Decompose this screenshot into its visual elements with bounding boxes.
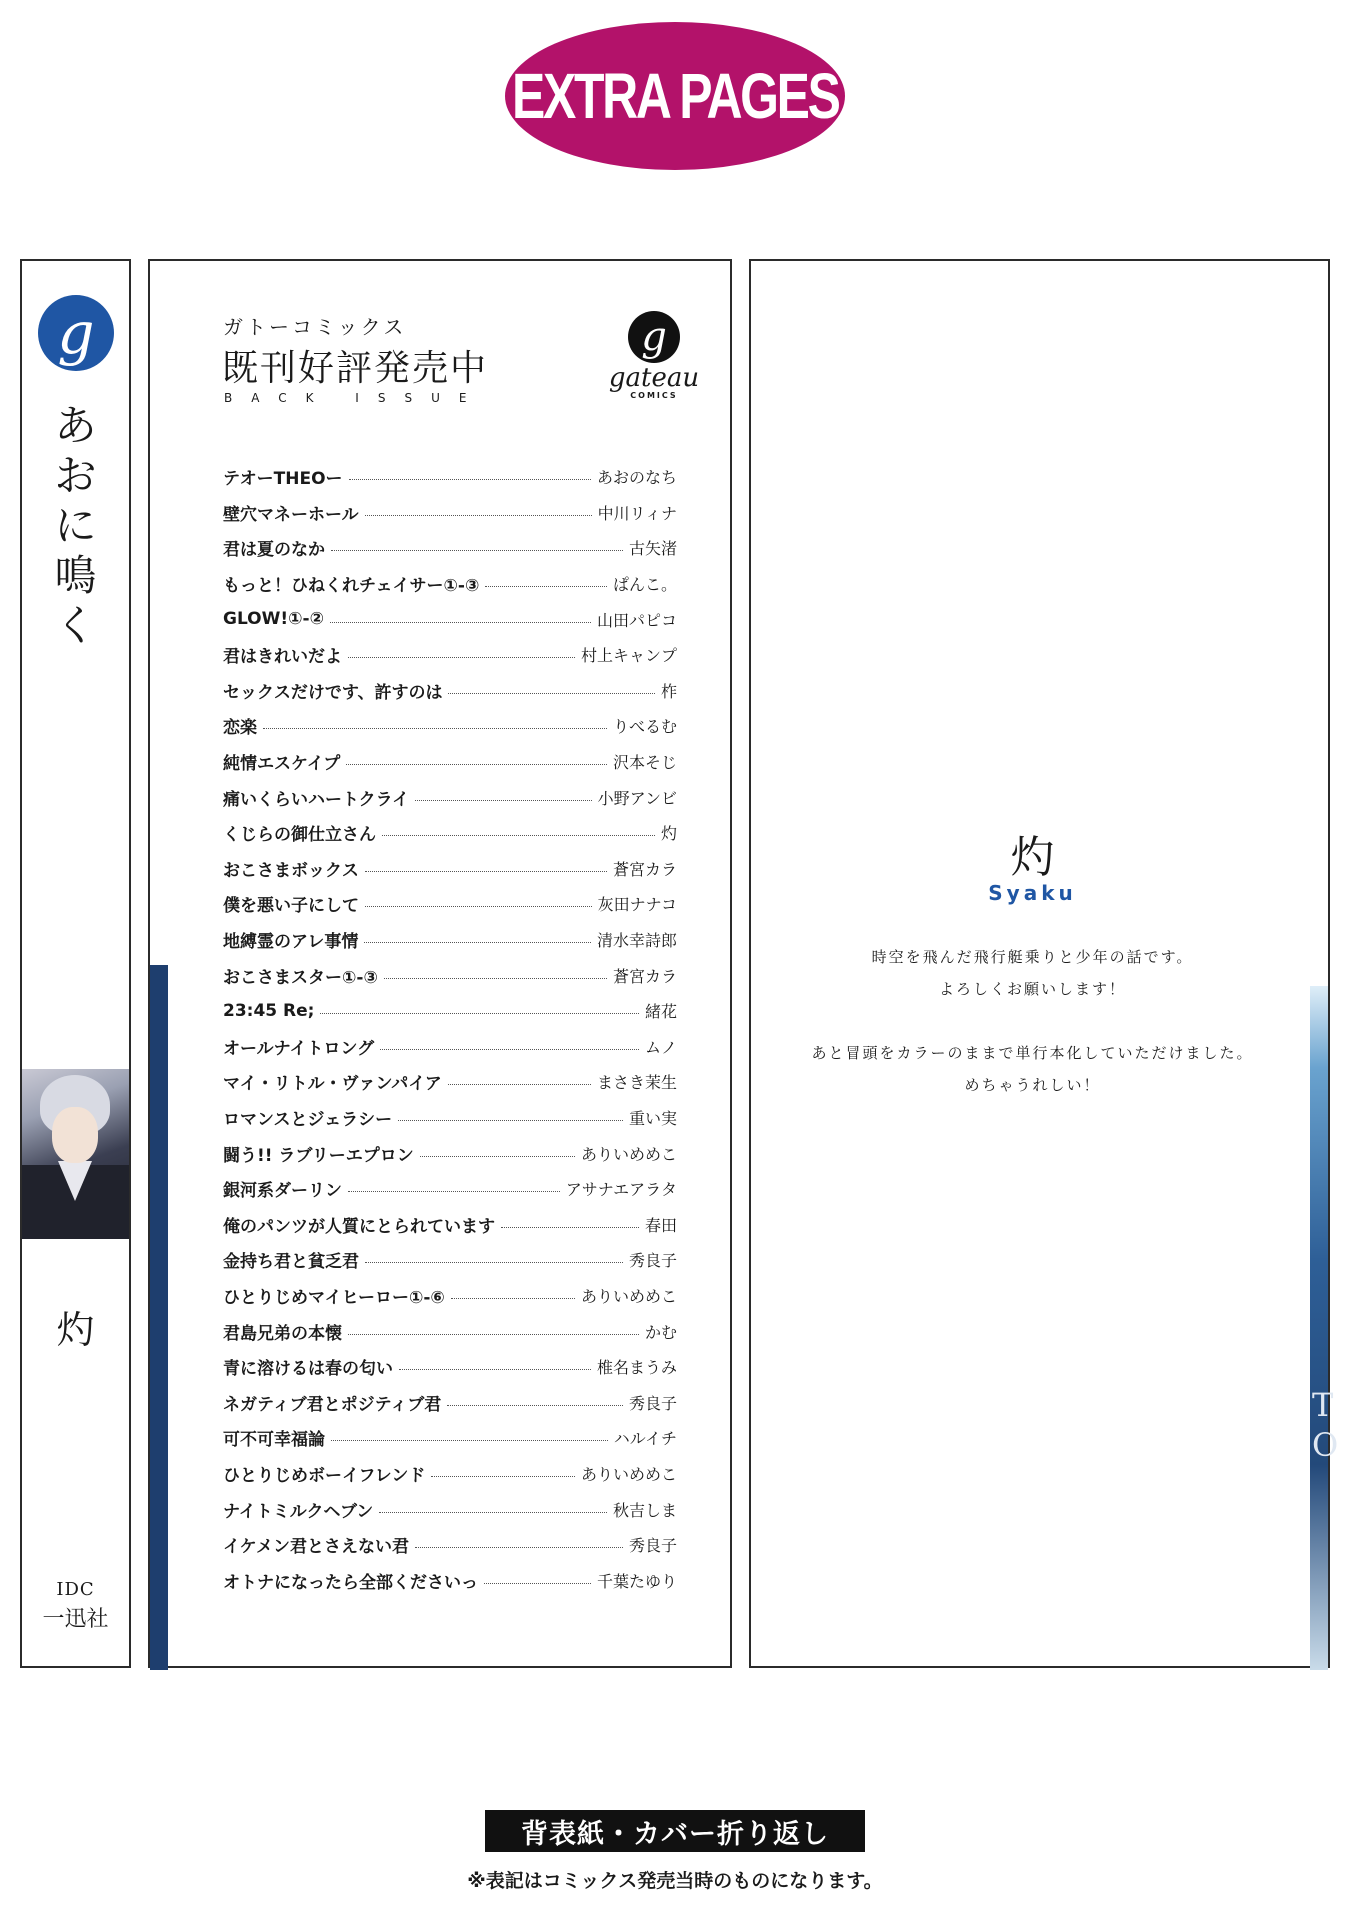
spine-author: 灼 xyxy=(56,1308,95,1352)
section-caption: 背表紙・カバー折り返し xyxy=(485,1810,865,1852)
book-spine xyxy=(20,259,131,1668)
issue-author: 千葉たゆり xyxy=(596,1571,677,1591)
issue-author: 秀良子 xyxy=(628,1393,677,1413)
issue-title: 金持ち君と貧乏君 xyxy=(223,1252,359,1273)
dot-leader xyxy=(485,586,607,587)
issue-title: 俺のパンツが人質にとられています xyxy=(223,1216,495,1237)
issue-title: もっと！ひねくれチェイサー①-③ xyxy=(223,576,480,597)
issue-author: ムノ xyxy=(644,1037,677,1057)
author-flap xyxy=(749,259,1339,1668)
issue-author: 灰田ナナコ xyxy=(597,895,677,915)
list-item xyxy=(223,1171,677,1207)
back-issue-panel xyxy=(148,259,732,1668)
list-item xyxy=(223,1456,677,1492)
spine-title xyxy=(22,401,129,651)
list-item xyxy=(223,601,677,637)
list-item xyxy=(223,1100,677,1136)
issue-title: 君は夏のなか xyxy=(223,540,325,561)
issue-author: 清水幸詩郎 xyxy=(596,931,677,951)
dot-leader xyxy=(380,1049,639,1050)
issue-title: イケメン君とさえない君 xyxy=(223,1537,409,1558)
list-item xyxy=(223,1349,677,1385)
list-item xyxy=(223,530,677,566)
issue-title: 痛いくらいハートクライ xyxy=(223,789,410,810)
dot-leader xyxy=(420,1156,575,1157)
list-item xyxy=(223,495,677,531)
issue-author: 古矢渚 xyxy=(628,539,677,559)
dot-leader xyxy=(398,1120,623,1121)
issue-author: 灼 xyxy=(660,824,677,844)
list-item xyxy=(223,708,677,744)
issue-title: ナイトミルクヘブン xyxy=(223,1501,374,1522)
issue-title: 可不可幸福論 xyxy=(223,1430,325,1451)
issue-author: ありいめめこ xyxy=(580,1286,677,1306)
list-item xyxy=(223,957,677,993)
badge-label: EXTRA PAGES xyxy=(511,60,839,132)
dot-leader xyxy=(348,657,575,658)
back-issue-list xyxy=(223,459,677,1598)
list-item xyxy=(223,673,677,709)
dot-leader xyxy=(379,1512,607,1513)
issue-author: 山田パピコ xyxy=(596,610,677,630)
gateau-comics-logo xyxy=(604,311,704,400)
list-item xyxy=(223,1206,677,1242)
list-item xyxy=(223,566,677,602)
spine-publisher xyxy=(22,1579,129,1633)
issue-title: ロマンスとジェラシー xyxy=(223,1109,393,1130)
dot-leader xyxy=(331,550,623,551)
issue-author: かむ xyxy=(644,1322,677,1342)
issue-author: 柞 xyxy=(660,681,677,701)
dot-leader xyxy=(365,1262,623,1263)
dot-leader xyxy=(451,1298,575,1299)
list-item xyxy=(223,1064,677,1100)
back-issue-title: 既刊好評発売中 xyxy=(222,348,489,389)
issue-title: セックスだけです、許すのは xyxy=(223,682,443,703)
issue-title: 君はきれいだよ xyxy=(223,647,342,668)
issue-title: 23:45 Re; xyxy=(223,1000,315,1021)
dot-leader xyxy=(415,1547,623,1548)
dot-leader xyxy=(484,1583,591,1584)
dot-leader xyxy=(349,479,591,480)
list-item xyxy=(223,1527,677,1563)
issue-title: おこさまボックス xyxy=(223,860,359,881)
edge-glyph: O xyxy=(1312,1426,1339,1464)
list-item xyxy=(223,886,677,922)
list-item xyxy=(223,1278,677,1314)
issue-title: ひとりじめマイヒーロー①-⑥ xyxy=(223,1287,445,1308)
dot-leader xyxy=(365,906,592,907)
label-line: ガトーコミックス xyxy=(223,315,407,339)
issue-title: 君島兄弟の本懐 xyxy=(223,1323,342,1344)
dot-leader xyxy=(263,728,607,729)
list-item xyxy=(223,637,677,673)
issue-author: ありいめめこ xyxy=(580,1464,677,1484)
publisher-name: 一迅社 xyxy=(42,1607,109,1632)
dot-leader xyxy=(320,1013,639,1014)
dot-leader xyxy=(448,693,655,694)
issue-author: あおのなち xyxy=(596,468,677,488)
issue-title: ネガティブ君とポジティブ君 xyxy=(223,1394,442,1415)
dot-leader xyxy=(365,871,607,872)
dot-leader xyxy=(330,622,591,623)
issue-title: 僕を悪い子にして xyxy=(223,896,359,917)
issue-title: オトナになったら全部くださいっ xyxy=(223,1572,478,1593)
spine-character-illustration xyxy=(22,1069,129,1239)
dot-leader xyxy=(501,1227,639,1228)
dot-leader xyxy=(399,1369,591,1370)
issue-author: 蒼宮カラ xyxy=(612,966,677,986)
issue-title: くじらの御仕立さん xyxy=(223,825,376,846)
issue-author: 中川リィナ xyxy=(597,503,677,523)
dot-leader xyxy=(365,515,592,516)
message-line: めちゃうれしい！ xyxy=(964,1076,1101,1094)
message-line: よろしくお願いします！ xyxy=(938,980,1126,998)
issue-title: オールナイトロング xyxy=(223,1038,375,1059)
author-name-roman: Syaku xyxy=(988,881,1077,905)
list-item xyxy=(223,1135,677,1171)
issue-author: 秀良子 xyxy=(628,1536,677,1556)
message-spacer xyxy=(751,1005,1314,1037)
issue-author: 春田 xyxy=(644,1215,677,1235)
dot-leader xyxy=(364,942,591,943)
dot-leader xyxy=(348,1334,639,1335)
author-message xyxy=(751,941,1314,1101)
extra-pages-badge xyxy=(505,22,845,170)
list-item xyxy=(223,993,677,1029)
message-line: 時空を飛んだ飛行艇乗りと少年の話です。 xyxy=(871,948,1194,966)
list-item xyxy=(223,1242,677,1278)
issue-author: 秀良子 xyxy=(628,1251,677,1271)
list-item xyxy=(223,1420,677,1456)
issue-author: 重い実 xyxy=(628,1108,677,1128)
issue-title: マイ・リトル・ヴァンパイア xyxy=(223,1074,442,1095)
issue-title: 地縛霊のアレ事情 xyxy=(223,932,359,953)
issue-author: 蒼宮カラ xyxy=(612,859,677,879)
dot-leader xyxy=(382,835,655,836)
issue-author: ぱんこ。 xyxy=(612,575,677,595)
spine-title-char: 鳴 xyxy=(54,551,97,600)
list-item xyxy=(223,815,677,851)
list-item xyxy=(223,1029,677,1065)
publisher-en: IDC xyxy=(56,1579,95,1600)
issue-author: 小野アンビ xyxy=(597,788,677,808)
list-item xyxy=(223,1384,677,1420)
cover-edge-strip xyxy=(150,965,168,1670)
dot-leader xyxy=(415,800,591,801)
footnote: ※表記はコミックス発売当時のものになります。 xyxy=(467,1870,883,1892)
spine-title-char: に xyxy=(54,501,97,550)
list-item xyxy=(223,779,677,815)
issue-author: 椎名まうみ xyxy=(596,1358,677,1378)
back-issue-en: BACK ISSUE xyxy=(224,391,486,405)
list-item xyxy=(223,459,677,495)
dot-leader xyxy=(448,1084,591,1085)
list-item xyxy=(223,922,677,958)
gateau-logo-icon: g xyxy=(38,295,114,371)
list-item xyxy=(223,1491,677,1527)
issue-title: ひとりじめボーイフレンド xyxy=(223,1465,426,1486)
issue-author: 村上キャンプ xyxy=(580,646,677,666)
issue-author: アサナエアラタ xyxy=(565,1180,677,1200)
issue-title: テオーTHEOー xyxy=(223,469,343,490)
list-item xyxy=(223,851,677,887)
issue-title: GLOW!①-② xyxy=(223,609,324,630)
issue-author: 秋吉しま xyxy=(612,1500,677,1520)
spine-title-char: く xyxy=(54,601,97,650)
spine-title-char: お xyxy=(54,451,97,500)
issue-title: 銀河系ダーリン xyxy=(223,1181,342,1202)
message-line: あと冒頭をカラーのままで単行本化していただけました。 xyxy=(811,1044,1254,1062)
issue-author: まさき茉生 xyxy=(596,1073,677,1093)
dot-leader xyxy=(348,1191,560,1192)
issue-author: りべるむ xyxy=(612,717,677,737)
issue-title: おこさまスター①-③ xyxy=(223,967,378,988)
list-item xyxy=(223,1313,677,1349)
logo-sub: COMICS xyxy=(630,391,678,400)
dot-leader xyxy=(384,978,607,979)
issue-author: ありいめめこ xyxy=(580,1144,677,1164)
issue-title: 闘う!! ラブリーエプロン xyxy=(223,1145,414,1166)
edge-glyph: T xyxy=(1312,1386,1334,1424)
list-item xyxy=(223,1562,677,1598)
logo-word: gateau xyxy=(608,363,700,393)
issue-title: 青に溶けるは春の匂い xyxy=(223,1359,393,1380)
dot-leader xyxy=(346,764,607,765)
issue-author: 緒花 xyxy=(644,1002,677,1022)
dot-leader xyxy=(331,1440,608,1441)
gateau-g-icon: g xyxy=(628,311,680,363)
spine-title-char: あ xyxy=(54,401,97,450)
dot-leader xyxy=(447,1405,623,1406)
issue-author: 沢本そじ xyxy=(612,753,677,773)
dot-leader xyxy=(431,1476,575,1477)
issue-title: 恋楽 xyxy=(223,718,257,739)
issue-title: 壁穴マネーホール xyxy=(223,504,359,525)
author-name: 灼 xyxy=(1010,832,1055,883)
issue-title: 純情エスケイプ xyxy=(223,754,341,775)
list-item xyxy=(223,744,677,780)
issue-author: ハルイチ xyxy=(613,1429,677,1449)
